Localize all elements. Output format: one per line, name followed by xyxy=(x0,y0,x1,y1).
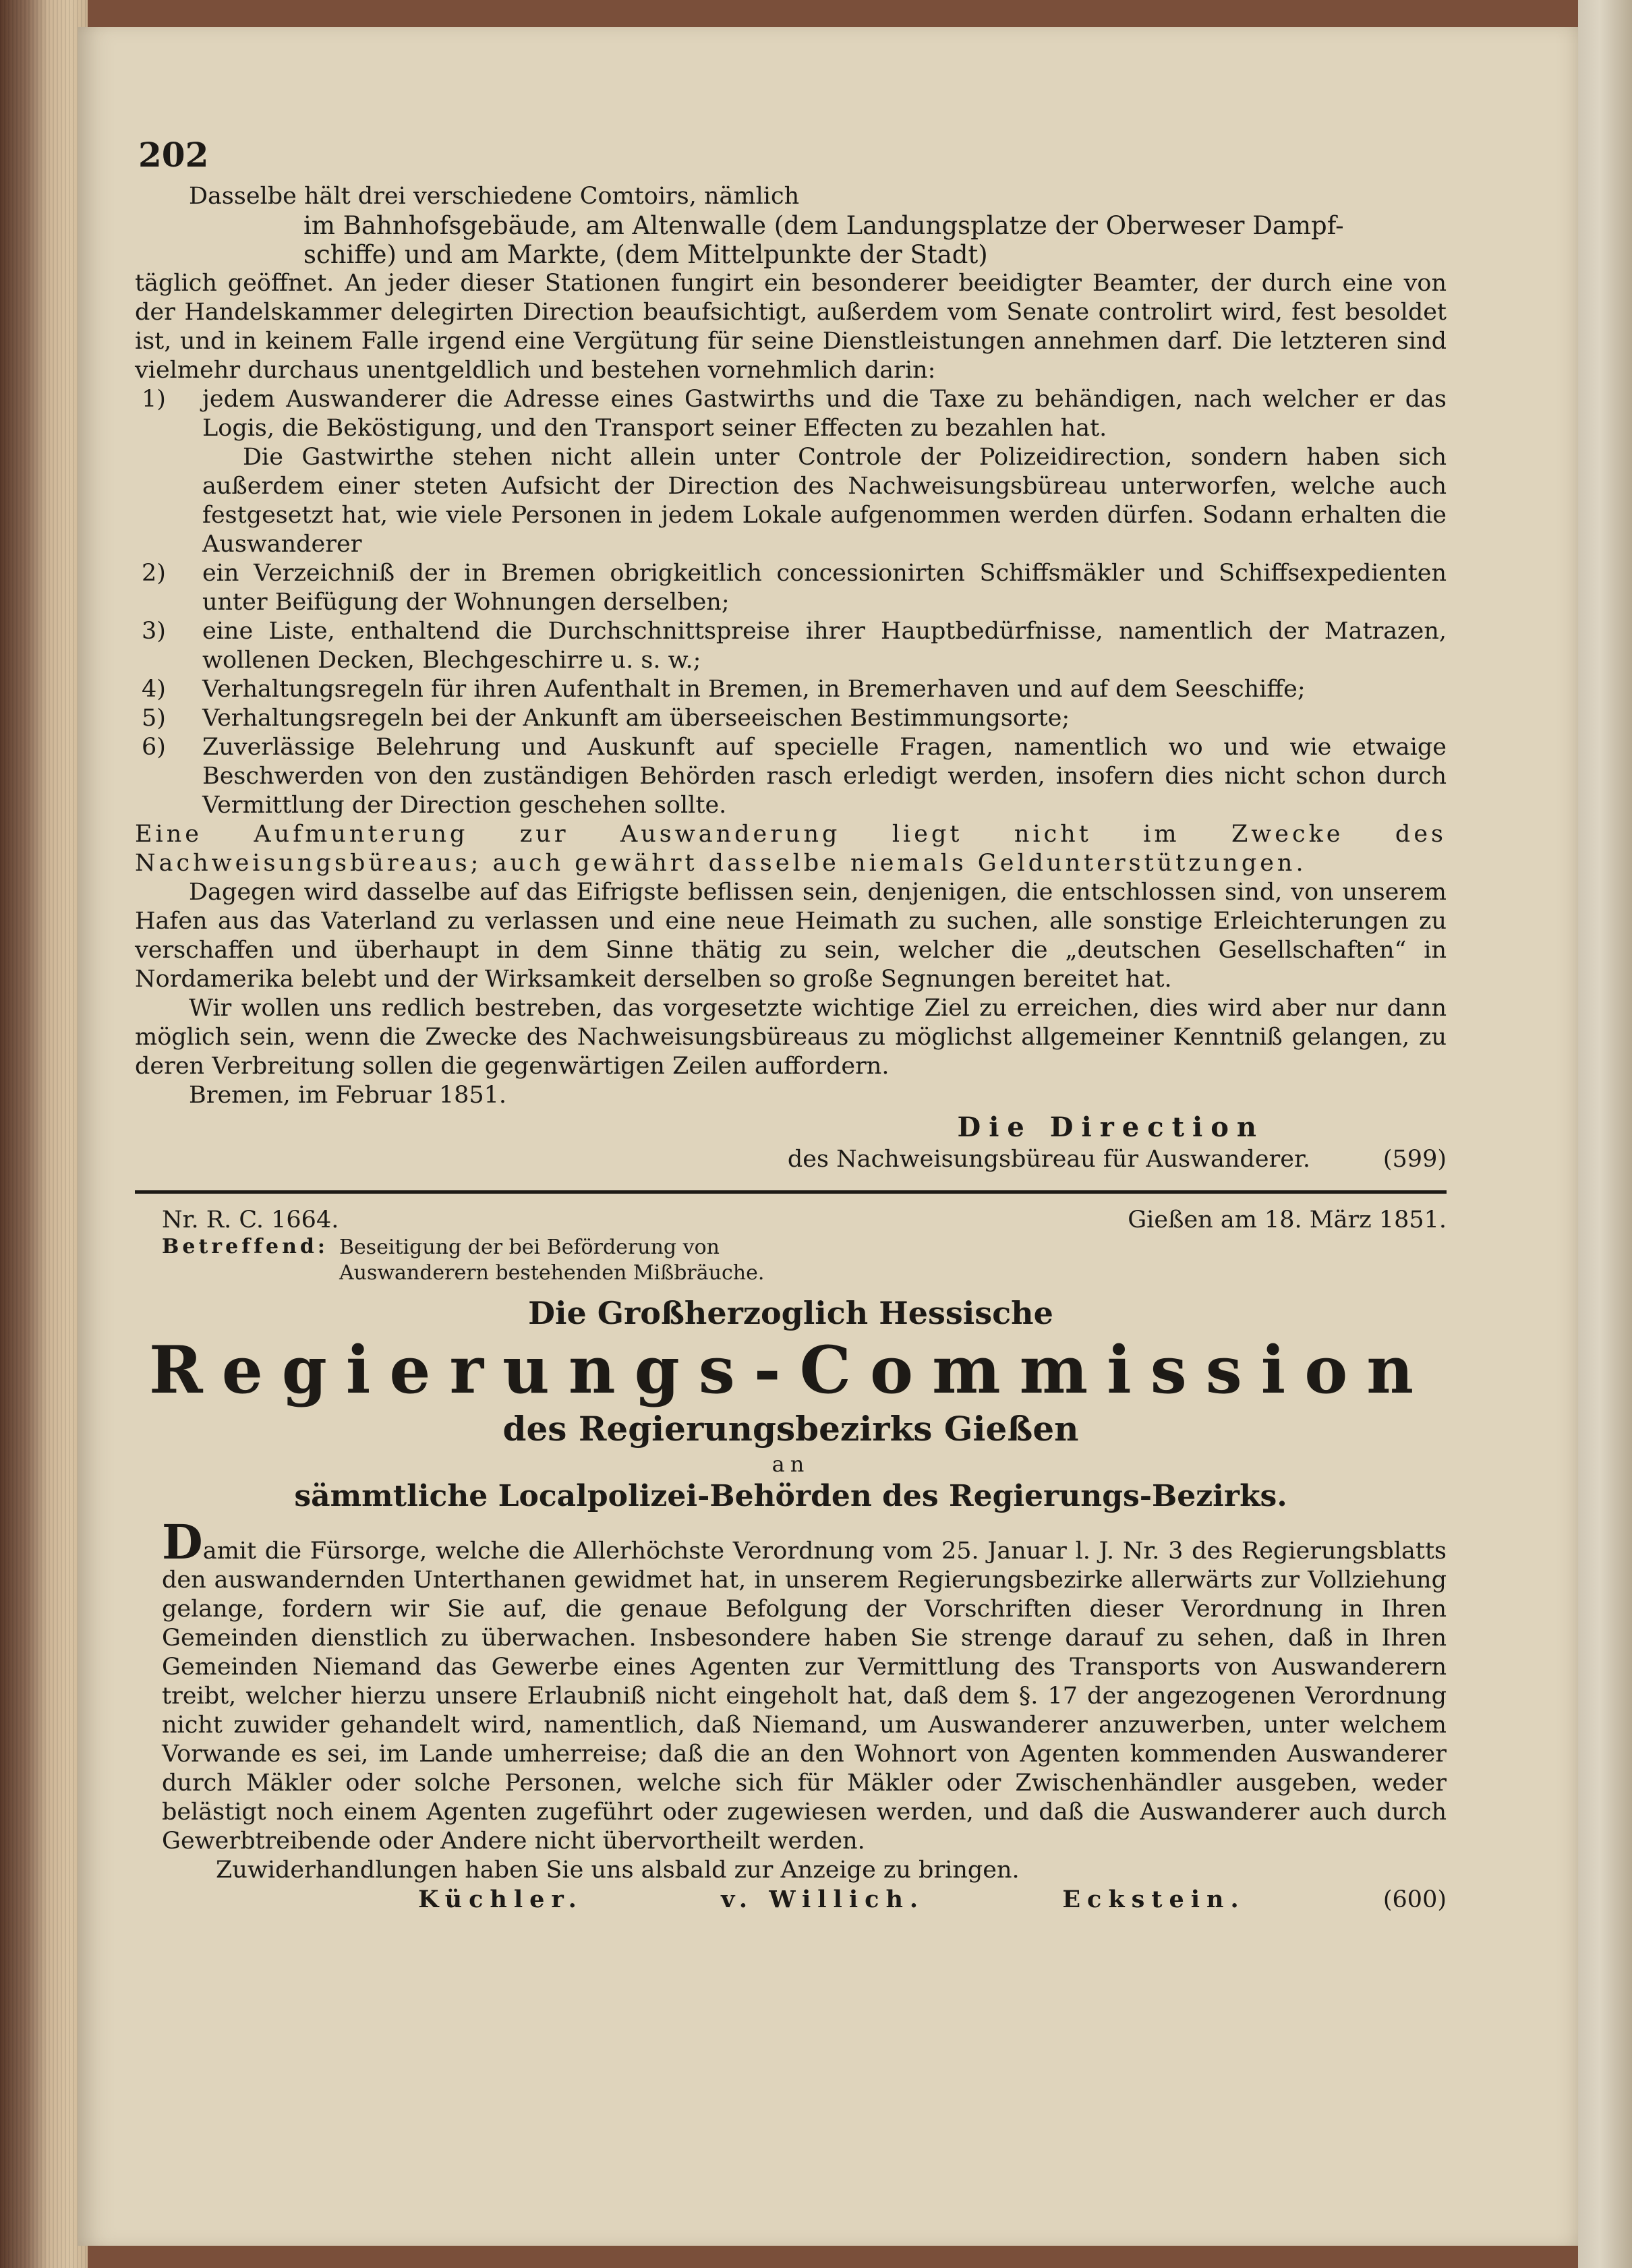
betreffend-text: Beseitigung der bei Beförderung von Auswanderern bestehenden Mißbräuche. xyxy=(339,1235,765,1285)
locations-line-1: im Bahnhofsgebäude, am Altenwalle (dem Landungsplatze der Oberweser Dampf- xyxy=(303,211,1344,240)
section-giessen xyxy=(135,1206,1447,1915)
section-bremen xyxy=(135,182,1447,1174)
list-number: 6) xyxy=(142,734,166,761)
signature-row xyxy=(135,1145,1447,1174)
paragraph-dagegen: Dagegen wird dasselbe auf das Eifrigste beflissen sein, denjenigen, die entschlossen sind, von unserem Hafen aus das Vaterland zu verlassen und eine neue Heimath zu suchen, alle sonstige Erleichterungen zu verschaffen und überhaupt in dem Sinne thätig zu sein, welcher die „deutschen Gesellschaften“ in Nordamerika belebt und der Wirksamkeit derselben so große Segnungen bereitet hat. xyxy=(135,879,1447,993)
signature-eckstein: Eckstein. xyxy=(1062,1886,1246,1913)
list-text: ein Verzeichniß der in Bremen obrigkeitlich concessionirten Schiffsmäkler und Schiffsexpedienten unter Beifügung der Wohnungen derselben; xyxy=(202,560,1447,616)
list-item-5 xyxy=(135,704,1447,733)
list-item-1-continuation xyxy=(135,443,1447,559)
body-text: amit die Fürsorge, welche die Allerhöchste Verordnung vom 25. Januar l. J. Nr. 3 des Regierungsblatts den auswandernden Unterthanen gewidmet hat, in unserem Regierungsbezirke allerwärts zur Vollziehung gelange, fordern wir Sie auf, die genaue Befolgung der Vorschriften dieser Verordnung in Ihren Gemeinden dienstlich zu überwachen. Insbesondere haben Sie strenge darauf zu sehen, daß in Ihren Gemeinden Niemand das Gewerbe eines Agenten zur Vermittlung des Transports von Auswanderern treibt, welcher hierzu unsere Erlaubniß nicht eingeholt hat, daß dem §. 17 der angezogenen Verordnung nicht zuwider gehandelt wird, namentlich, daß Niemand, um Auswanderer anzuwerben, unter welchem Vorwande es sei, im Lande umherreise; daß die an den Wohnort von Agenten kommenden Auswanderer durch Mäkler oder solche Personen, welche sich für Mäkler oder Zwischenhändler ausgeben, weder belästigt noch einem Agenten zugeführt oder zugewiesen werden, und daß die Auswanderer auch durch Gewerbtreibende oder Andere nicht übervortheilt werden. xyxy=(162,1538,1447,1855)
list-item-4 xyxy=(135,675,1447,704)
place-date-bremen: Bremen, im Februar 1851. xyxy=(189,1082,507,1109)
list-text: eine Liste, enthaltend die Durchschnittspreise ihrer Hauptbedürfnisse, namentlich der Matrazen, wollenen Decken, Blechgeschirre u. s. w.; xyxy=(202,618,1447,674)
document-number: Nr. R. C. 1664. xyxy=(162,1206,339,1233)
list-text: jedem Auswanderer die Adresse eines Gastwirths und die Taxe zu behändigen, nach welcher er das Logis, die Beköstigung, und den Transport seiner Effecten zu bezahlen hat. xyxy=(202,386,1447,442)
body-paragraph xyxy=(135,1514,1447,1856)
page-number: 202 xyxy=(138,135,209,175)
list-text: Verhaltungsregeln bei der Ankunft am überseeischen Bestimmungsorte; xyxy=(202,705,1070,732)
book-page-edges-left xyxy=(0,0,88,2268)
book-page-edges-right xyxy=(1578,0,1632,2268)
list-text: Die Gastwirthe stehen nicht allein unter Controle der Polizeidirection, sondern haben sich außerdem einer steten Aufsicht der Direction des Nachweisungsbüreau unterworfen, welche auch festgesetzt hat, wie viele Personen in jedem Lokale aufgenommen werden dürfen. Sodann erhalten die Auswanderer xyxy=(202,444,1447,558)
reference-number: (599) xyxy=(1382,1146,1447,1173)
title-line-3: des Regierungsbezirks Gießen xyxy=(502,1409,1079,1449)
header-row xyxy=(135,1206,1447,1235)
list-number: 3) xyxy=(142,618,166,645)
locations-line-2: schiffe) und am Markte, (dem Mittelpunkte der Stadt) xyxy=(303,240,988,269)
signature-direction: Die Direction xyxy=(957,1111,1264,1143)
signature-subtitle: des Nachweisungsbüreau für Auswanderer. xyxy=(787,1146,1310,1173)
paragraph-aufmunterung: Eine Aufmunterung zur Auswanderung liegt nicht im Zwecke des Nachweisungsbüreaus; auch gewährt dasselbe niemals Geldunterstützungen. xyxy=(135,821,1447,877)
signature-kuechler: Küchler. xyxy=(418,1886,583,1913)
list-number: 1) xyxy=(142,386,166,413)
list-text: Verhaltungsregeln für ihren Aufenthalt in Bremen, in Bremerhaven und auf dem Seeschiffe; xyxy=(202,676,1306,703)
signature-willich: v. Willich. xyxy=(721,1886,925,1913)
list-number xyxy=(135,443,202,559)
title-line-2: Regierungs-Commission xyxy=(148,1332,1433,1408)
place-date-giessen: Gießen am 18. März 1851. xyxy=(1128,1206,1447,1233)
list-item-3 xyxy=(135,617,1447,675)
list-item-2 xyxy=(135,559,1447,617)
betreffend-label: Betreffend: xyxy=(162,1235,328,1258)
title-line-4: an xyxy=(771,1451,810,1477)
list-number: 4) xyxy=(142,676,166,703)
reference-number-2: (600) xyxy=(1382,1886,1447,1913)
list-text: Zuverlässige Belehrung und Auskunft auf specielle Fragen, namentlich wo und wie etwaige Beschwerden von den zuständigen Behörden rasch erledigt werden, insofern dies nicht schon durch Vermittlung der Direction geschehen sollte. xyxy=(202,734,1447,819)
list-item-1 xyxy=(135,385,1447,443)
title-line-5: sämmtliche Localpolizei-Behörden des Regierungs-Bezirks. xyxy=(294,1479,1287,1513)
services-paragraph: täglich geöffnet. An jeder dieser Stationen fungirt ein besonderer beeidigter Beamter, der durch eine von der Handelskammer delegirten Direction beaufsichtigt, außerdem vom Senate controlirt wird, fest besoldet ist, und in keinem Falle irgend eine Vergütung für seine Dienstleistungen annehmen darf. Die letzteren sind vielmehr durchaus unentgeldlich und bestehen vornehmlich darin: xyxy=(135,270,1447,384)
signatures-row xyxy=(135,1885,1447,1915)
list-number: 2) xyxy=(142,560,166,587)
title-line-1: Die Großherzoglich Hessische xyxy=(528,1295,1053,1331)
intro-line: Dasselbe hält drei verschiedene Comtoirs, nämlich xyxy=(189,183,800,210)
betreffend-block xyxy=(135,1235,1447,1286)
list-item-6 xyxy=(135,733,1447,820)
drop-cap: D xyxy=(162,1514,203,1570)
paragraph-wir: Wir wollen uns redlich bestreben, das vorgesetzte wichtige Ziel zu erreichen, dies wird aber nur dann möglich sein, wenn die Zwecke des Nachweisungsbüreaus zu möglichst allgemeiner Kenntniß gelangen, zu deren Verbreitung sollen die gegenwärtigen Zeilen auffordern. xyxy=(135,995,1447,1080)
closing-line: Zuwiderhandlungen haben Sie uns alsbald zur Anzeige zu bringen. xyxy=(216,1857,1020,1884)
list-number: 5) xyxy=(142,705,166,732)
section-divider xyxy=(135,1190,1447,1194)
page-content xyxy=(135,182,1447,1915)
